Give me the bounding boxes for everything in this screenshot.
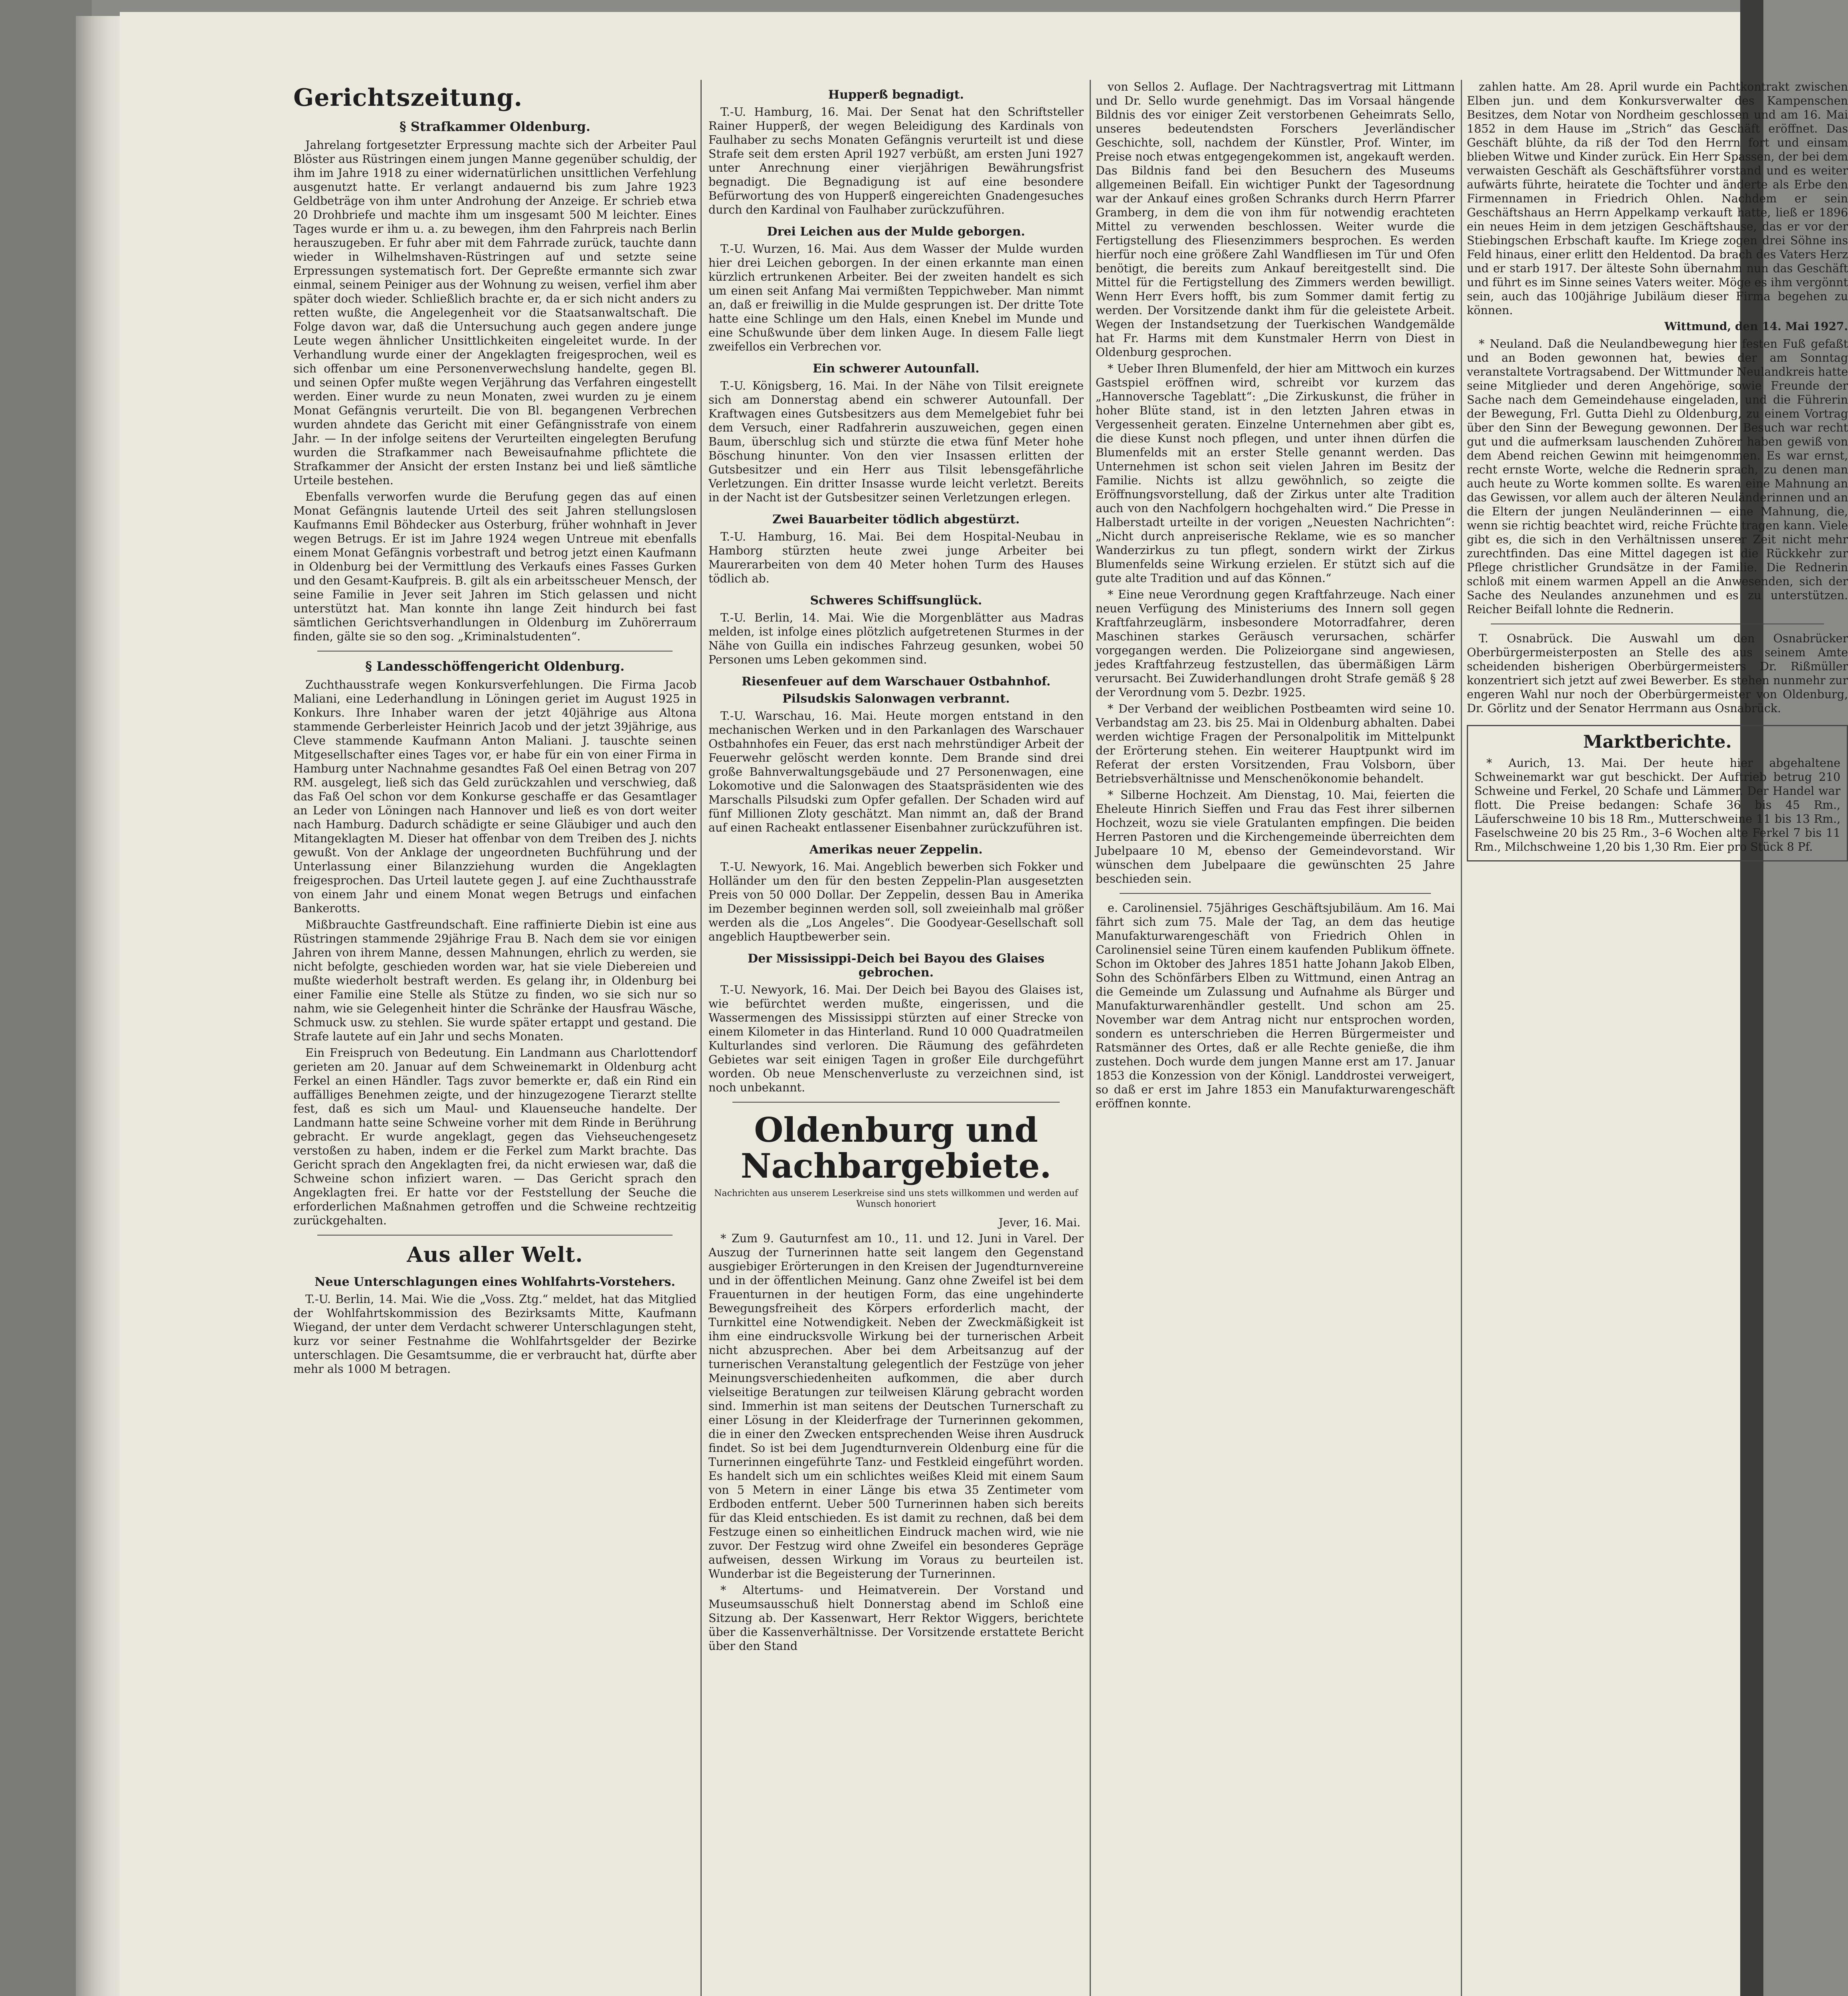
article-signature: Wittmund, den 14. Mai 1927. [1664, 320, 1848, 333]
article-headline: Drei Leichen aus der Mulde geborgen. [767, 225, 1025, 239]
divider [732, 1102, 1060, 1103]
column-rule [700, 80, 702, 1996]
divider [317, 1235, 673, 1236]
article-paragraph: Zuchthausstrafe wegen Konkursverfehlungen. Die Firma Jacob Maliani, eine Lederhandlung in Löningen geriet im August 1925 in Konkurs. Ihre Inhaber waren der jetzt 40jährige aus Altona stammende Gerberleister Heinrich Jacob und der jetzt 39jährige, aus Cleve stammende Kaufmann Anton Maliani. J. tauschte seinen Mitgesellschafter eines Tages vor, er habe für ein von einer Firma in Hamburg unter Nachnahme gesandtes Faß Oel einen Betrag von 207 RM. ausgelegt, ließ sich das Geld zurückzahlen und verschwieg, daß das Faß Oel schon vor dem Konkurse geschaffe er das Gesamtlager an Leder von Löningen nach Hannover und ließ es von dort weiter nach Hamburg. Dadurch schädigte er seine Gläubiger und auch den Mitangeklagten M. Dieser hat offenbar von dem Treiben des J. nichts gewußt. Von der Anklage der ungeordneten Buchführung und der Unterlassung einer Bilanzziehung wurden die Angeklagten freigesprochen. Das Urteil lautete gegen J. auf eine Zuchthausstrafe von einem Jahr und einem Monat wegen Betrugs und einfachen Bankerotts. [293, 678, 696, 915]
market-report-title: Marktberichte. [1583, 732, 1732, 752]
market-report-box [1467, 725, 1848, 861]
article-paragraph: Ein Freispruch von Bedeutung. Ein Landmann aus Charlottendorf gerieten am 20. Januar auf dem Schweinemarkt in Oldenburg acht Ferkel an einen Händler. Tags zuvor bemerkte er, daß ein Rind ein auffälliges Benehmen zeigte, und der hinzugezogene Tierarzt stellte fest, daß es sich um Maul- und Klauenseuche handelte. Der Landmann hatte seine Schweine vorher mit dem Rinde in Berührung gebracht. Er wurde angeklagt, gegen das Viehseuchengesetz verstoßen zu haben, indem er die Ferkel zum Markt brachte. Das Gericht sprach den Angeklagten frei, da nicht erwiesen war, daß die Schweine schon infiziert waren. — Das Gericht sprach den Angeklagten frei. Er hatte vor der Feststellung der Seuche die erforderlichen Maßnahmen getroffen und die Schweine rechtzeitig zurückgehalten. [293, 1046, 696, 1227]
page-stack-edge [76, 16, 124, 1996]
column-4 [1467, 80, 1848, 1996]
column-rule [1090, 80, 1091, 1996]
article-paragraph: T.-U. Hamburg, 16. Mai. Bei dem Hospital-Neubau in Hamborg stürzten heute zwei junge Arbeiter bei Maurerarbeiten von dem 40 Meter hohen Turm des Hauses tödlich ab. [708, 530, 1084, 585]
article-paragraph: von Sellos 2. Auflage. Der Nachtragsvertrag mit Littmann und Dr. Sello wurde genehmigt. Das im Vorsaal hängende Bildnis des vor einiger Zeit verstorbenen Geheimrats Sello, unseres bedeutendsten Forschers Jeverländischer Geschichte, soll, nachdem der Künstler, Prof. Winter, im Preise noch etwas entgegengekommen ist, angekauft werden. Das Bildnis fand bei den Besuchern des Museums allgemeinen Beifall. Ein wichtiger Punkt der Tagesordnung war der Ankauf eines großen Schranks durch Herrn Pfarrer Gramberg, in dem die von ihm für notwendig erachteten Mittel zu verwenden beschlossen. Weiter wurde die Fertigstellung des Fliesenzimmers besprochen. Es werden hierfür noch eine größere Zahl Wandfliesen im Tür und Ofen benötigt, die bereits zum Ankauf bereitgestellt sind. Die Mittel für die Fertigstellung des Zimmers werden bewilligt. Wenn Herr Evers hofft, bis zum Sommer damit fertig zu werden. Der Vorsitzende dankt ihm für die geleistete Arbeit. Wegen der Instandsetzung der Tuerkischen Wandgemälde hat Fr. Harms mit dem Kunstmaler Herrn von Diest in Oldenburg gesprochen. [1096, 80, 1455, 359]
article-paragraph: T.-U. Newyork, 16. Mai. Angeblich bewerben sich Fokker und Holländer um den für den besten Zeppelin-Plan ausgesetzten Preis von 50 000 Dollar. Der Zeppelin, dessen Bau in Amerika im Dezember beginnen werden soll, soll zweieinhalb mal größer werden als die „Los Angeles“. Die Goodyear-Gesellschaft soll angeblich Hauptbewerber sein. [708, 860, 1084, 943]
article-paragraph: T.-U. Wurzen, 16. Mai. Aus dem Wasser der Mulde wurden hier drei Leichen geborgen. In der einen erkannte man einen kürzlich ertrunkenen Arbeiter. Bei der zweiten handelt es sich um einen seit Anfang Mai vermißten Teppichweber. Man nimmt an, daß er freiwillig in die Mulde gesprungen ist. Der dritte Tote hatte eine Schlinge um den Hals, einen Knebel im Munde und eine Schußwunde über dem linken Auge. In diesem Falle liegt zweifellos ein Verbrechen vor. [708, 242, 1084, 353]
article-paragraph: Mißbrauchte Gastfreundschaft. Eine raffinierte Diebin ist eine aus Rüstringen stammende 29jährige Frau B. Nach dem sie vor einigen Jahren von ihrem Manne, dessen Mahnungen, ehrlich zu werden, sie nicht befolgte, geschieden worden war, hat sie viele Diebereien und mußte wiederholt bestraft werden. Es gelang ihr, in Oldenburg bei einer Familie eine Stelle als Stütze zu finden, wo sie sich nur so nahm, wie sie Gelegenheit hinter die Schränke der Hausfrau Wäsche, Schmuck usw. zu stehlen. Sie wurde später ertappt und gestand. Die Strafe lautete auf ein Jahr und sechs Monaten. [293, 918, 696, 1043]
column-3 [1096, 80, 1455, 1996]
article-headline: Zwei Bauarbeiter tödlich abgestürzt. [772, 513, 1020, 527]
article-paragraph: e. Carolinensiel. 75jähriges Geschäftsjubiläum. Am 16. Mai fährt sich zum 75. Male der Tag, an dem das heutige Manufakturwarengeschäft von Friedrich Ohlen in Carolinensiel seine Türen einem kaufenden Publikum öffnete. Schon im Oktober des Jahres 1851 hatte Johann Jakob Elben, Sohn des Schönfärbers Elben zu Wittmund, einen Antrag an die Gemeinde um Zulassung und Aufnahme als Bürger und Manufakturwarenhändler gestellt. Und schon am 25. November war dem Antrag nicht nur entsprochen worden, sondern es unterschrieben die Herren Bürgermeister und Ratsmänner des Ortes, daß er alle Rechte genieße, die ihm zustehen. Doch wurde dem jungen Manne erst am 17. Januar 1853 die Konzession von der Königl. Landdrostei verweigert, so daß er erst im Jahre 1853 ein Manufakturwarengeschäft eröffnen konnte. [1096, 901, 1455, 1110]
article-headline: Riesenfeuer auf dem Warschauer Ostbahnhof. [741, 675, 1051, 689]
article-paragraph: T.-U. Warschau, 16. Mai. Heute morgen entstand in den mechanischen Werken und in den Parkanlagen des Warschauer Ostbahnhofes ein Feuer, das erst nach mehrstündiger Arbeit der Feuerwehr gelöscht werden konnte. Dem Brande sind drei große Bahnverwaltungsgebäude und 27 Personenwagen, eine Lokomotive und die Salonwagen des Staatspräsidenten wie des Marschalls Pilsudski zum Opfer gefallen. Der Schaden wird auf fünf Millionen Zloty geschätzt. Man nimmt an, daß der Brand auf einen Racheakt entlassener Eisenbahner zurückzuführen ist. [708, 709, 1084, 834]
article-paragraph: * Altertums- und Heimatverein. Der Vorstand und Museumsausschuß hielt Donnerstag abend im Schloß eine Sitzung ab. Der Kassenwart, Herr Rektor Wiggers, berichtete über die Kassenverhältnisse. Der Vorsitzende erstattete Bericht über den Stand [708, 1584, 1084, 1653]
article-paragraph: * Eine neue Verordnung gegen Kraftfahrzeuge. Nach einer neuen Verfügung des Ministeriums des Innern soll gegen Kraftfahrzeuglärm, insbesondere Motorradfahrer, deren Maschinen starkes Geräusch verursachen, schärfer vorgegangen werden. Die Polizeiorgane sind angewiesen, jedes Kraftfahrzeug festzustellen, das übermäßigen Lärm verursacht. Bei Zuwiderhandlungen droht Strafe gemäß § 28 der Verordnung vom 5. Dezbr. 1925. [1096, 588, 1455, 699]
article-paragraph: * Silberne Hochzeit. Am Dienstag, 10. Mai, feierten die Eheleute Hinrich Sieffen und Frau das Fest ihrer silbernen Hochzeit, wozu sie viele Gratulanten empfingen. Die beiden Herren Pastoren und die Kirchengemeinde überreichten dem Jubelpaare 10 M, ebenso der Gemeindevorstand. Wir wünschen dem Jubelpaare die gewünschten 25 Jahre beschieden sein. [1096, 788, 1455, 885]
article-paragraph: * Ueber Ihren Blumenfeld, der hier am Mittwoch ein kurzes Gastspiel eröffnen wird, schreibt vor kurzem das „Hannoversche Tageblatt“: „Die Zirkuskunst, die früher in hoher Blüte stand, ist in den letzten Jahren etwas in Vergessenheit geraten. Einzelne Unternehmen aber gibt es, die diese Kunst noch pflegen, und unter ihnen dürfen die Blumenfelds mit an erster Stelle genannt werden. Das Unternehmen ist schon seit vielen Jahren im Besitz der Familie. Nichts ist allzu gewöhnlich, so zeigte die Eröffnungsvorstellung, daß der Zirkus unter alte Tradition auch von den Nachfolgern hochgehalten wird.“ Die Presse in Halberstadt urteilte in der vorigen „Neuesten Nachrichten“: „Nicht durch anpreiserische Reklame, wie es so mancher Wanderzirkus zu tun pflegt, sondern wirkt der Zirkus Blumenfelds seine Wirkung erzielen. Er stützt sich auf die gute alte Tradition und auf das Können.“ [1096, 362, 1455, 585]
article-paragraph: T. Osnabrück. Die Auswahl um den Osnabrücker Oberbürgermeisterposten an Stelle des aus seinem Amte scheidenden bisherigen Oberbürgermeisters Dr. Rißmüller konzentriert sich jetzt auf zwei Bewerber. Es stehen nunmehr zur engeren Wahl nur noch der Oberbürgermeister von Oldenburg, Dr. Görlitz und der Senator Herrmann aus Osnabrück. [1467, 632, 1848, 715]
article-headline: Amerikas neuer Zeppelin. [809, 843, 983, 857]
article-paragraph: T.-U. Hamburg, 16. Mai. Der Senat hat den Schriftsteller Rainer Hupperß, der wegen Beleidigung des Kardinals von Faulhaber zu sechs Monaten Gefängnis verurteilt ist und diese Strafe seit dem ersten April 1927 verbüßt, am ersten Juni 1927 unter Anrechnung einer vierjährigen Bewährungsfrist begnadigt. Die Begnadigung ist auf eine besondere Befürwortung des von Hupperß eingereichten Gnadengesuches durch den Kardinal von Faulhaber zurückzuführen. [708, 105, 1084, 216]
column-1 [293, 80, 696, 1996]
article-headline: Schweres Schiffsunglück. [810, 594, 982, 608]
section-title-aus-aller-welt: Aus aller Welt. [407, 1243, 583, 1267]
article-paragraph: * Neuland. Daß die Neulandbewegung hier festen Fuß gefaßt und an Boden gewonnen hat, bewies der am Sonntag veranstaltete Vortragsabend. Der Wittmunder Neulandkreis hatte seine Mitglieder und deren Angehörige, sowie Freunde der Sache nach dem Gemeindehause eingeladen, und die Führerin der Bewegung, Frl. Gutta Diehl zu Oldenburg, zu einem Vortrag über den Sinn der Bewegung gewonnen. Der Besuch war recht gut und die aufmerksam lauschenden Zuhörer haben gewiß von dem Abend reichen Gewinn mit heimgenommen. Es war ernst, recht ernste Worte, welche die Rednerin sprach, zu denen man auch heute zu Worte kommen sollte. Es waren eine Mahnung an das Gewissen, vor allem auch der älteren Neuländerinnen und an die Eltern der jungen Neuländerinnen — eine Mahnung, die, wenn sie richtig beachtet wird, reiche Früchte tragen kann. Viele gibt es, die sich in den Verhältnissen unserer Zeit nicht mehr zurechtfinden. Das eine Mittel dagegen ist die Rückkehr zur Pflege christlicher Grundsätze in der Familie. Die Rednerin schloß mit einem warmen Appell an die Anwesenden, sich der Sache des Neulandes anzunehmen und es zu unterstützen. Reicher Beifall lohnte die Rednerin. [1467, 337, 1848, 616]
section-title-gerichtszeitung: Gerichtszeitung. [293, 84, 523, 112]
divider [1120, 893, 1431, 894]
article-subheadline: Pilsudskis Salonwagen verbrannt. [782, 692, 1010, 706]
article-paragraph: * Zum 9. Gauturnfest am 10., 11. und 12. Juni in Varel. Der Auszug der Turnerinnen hatte seit langem den Gegenstand ausgiebiger Erörterungen in den Kreisen der Jugendturnvereine und in der öffentlichen Meinung. Ganz ohne Zweifel ist bei dem Frauenturnen in der heutigen Form, das eine ungehinderte Bewegungsfreiheit des Körpers erforderlich macht, der Turnkittel eine Notwendigkeit. Neben der Zweckmäßigkeit ist ihm eine eindrucksvolle Wirkung bei der turnerischen Arbeit nicht abzusprechen. Aber bei dem Arbeitsanzug auf der turnerischen Veranstaltung gelegentlich der Festzüge von jeher Meinungsverschiedenheiten aufkommen, die aber durch vielseitige Beratungen zur teilweisen Klärung gebracht worden sind. Immerhin ist man seitens der Deutschen Turnerschaft zu einer Lösung in der Kleiderfrage der Turnerinnen gekommen, die in einer den Zwecken entsprechenden Weise ihren Ausdruck findet. So ist bei dem Jugendturnverein Oldenburg eine für die Turnerinnen eingeführte Tanz- und Festkleid eingeführt worden. Es handelt sich um ein schlichtes weißes Kleid mit einem Saum von 5 Metern in einer Länge bis etwa 35 Zentimeter vom Erdboden entfernt. Ueber 500 Turnerinnen haben sich bereits für das Kleid entschieden. Es ist damit zu rechnen, daß bei dem Festzuge einen so einheitlichen Eindruck machen wird, wie nie zuvor. Der Festzug wird ohne Zweifel ein besonderes Gepräge aufweisen, dessen Wirkung im Voraus zu beurteilen ist. Wunderbar ist die Begeisterung der Turnerinnen. [708, 1232, 1084, 1580]
newspaper-page [120, 12, 1848, 1996]
article-headline: Ein schwerer Autounfall. [813, 362, 979, 376]
article-paragraph: zahlen hatte. Am 28. April wurde ein Pachtkontrakt zwischen Elben jun. und dem Konkursverwalter des Kampenschen Besitzes, dem Notar von Nordheim geschlossen und am 16. Mai 1852 in dem Hause im „Strich“ das Geschäft eröffnet. Das Geschäft blühte, da riß der Tod den Herrn fort und einsam blieben Witwe und Kinder zurück. Ein Herr Spassen, der bei dem verwaisten Geschäft als Geschäftsführer vorstand und es weiter aufwärts führte, heiratete die Tochter und änderte als Erbe den Firmennamen in Friedrich Ohlen. Nachdem er sein Geschäftshaus an Herrn Appelkamp verkauft hatte, ließ er 1896 ein neues Heim in dem jetzigen Geschäftshause, das er vor der Stiebingschen Erbschaft kaufte. Im Kriege zogen drei Söhne ins Feld hinaus, einer erlitt den Heldentod. Da brach des Vaters Herz und er starb 1917. Der älteste Sohn übernahm nun das Geschäft und führt es im Sinne seines Vaters weiter. Möge es ihm vergönnt sein, auch das 100jährige Jubiläum dieser Firma begehen zu können. [1467, 80, 1848, 317]
column-rule [1461, 80, 1462, 1996]
article-headline: Der Mississippi-Deich bei Bayou des Glaises gebrochen. [748, 952, 1045, 980]
article-headline: Neue Unterschlagungen eines Wohlfahrts-Vorstehers. [315, 1275, 675, 1289]
court-heading: § Strafkammer Oldenburg. [399, 119, 591, 134]
article-paragraph: T.-U. Newyork, 16. Mai. Der Deich bei Bayou des Glaises ist, wie befürchtet werden mußte, eingerissen, und die Wassermengen des Mississippi stürzten auf einer Strecke von einem Kilometer in das Hinterland. Rund 10 000 Quadratmeilen Kulturlandes sind verloren. Die Räumung des gefährdeten Gebietes war seit einigen Tagen in großer Eile durchgeführt worden. Ob neue Menschenverluste zu verzeichnen sind, ist noch unbekannt. [708, 983, 1084, 1094]
article-paragraph: Jahrelang fortgesetzter Erpressung machte sich der Arbeiter Paul Blöster aus Rüstringen einem jungen Manne gegenüber schuldig, der ihm im Jahre 1918 zu einer widernatürlichen unsittlichen Verfehlung ausgenutzt hatte. Er verlangt andauernd bis zum Jahre 1923 Geldbeträge von ihm unter Androhung der Anzeige. Er schrieb etwa 20 Drohbriefe und machte ihm um insgesamt 500 M leichter. Eines Tages wurde er ihm u. a. zu bewegen, ihm den Fahrpreis nach Berlin herauszugeben. Er fuhr aber mit dem Fahrrade zurück, tauchte dann wieder in Wilhelmshaven-Rüstringen auf und setzte seine Erpressungen systematisch fort. Der Gepreßte ermannte sich zwar einmal, seinem Peiniger aus der Wohnung zu weisen, verfiel ihm aber später doch wieder. Schließlich brachte er, da er sich nicht anders zu retten wußte, die Angelegenheit vor die Staatsanwaltschaft. Die Folge davon war, daß die Untersuchung auch gegen andere junge Leute wegen ähnlicher Unsittlichkeiten eingeleitet wurde. In der Verhandlung wurde einer der Angeklagten freigesprochen, weil es sich offenbar um eine Personenverwechslung handelte, gegen Bl. und seinen Opfer mußte wegen Verjährung das Verfahren eingestellt werden. Einer wurde zu neun Monaten, zwei wurden zu je einem Monat Gefängnis verurteilt. Die von Bl. begangenen Verbrechen wurden ahndete das Gericht mit einer Gefängnisstrafe von einem Jahr. — In der infolge seitens der Verurteilten eingelegten Berufung wurden die Strafkammer nach Beweisaufnahme pflichtete die Strafkammer der Ansicht der ersten Instanz bei und ließ sämtliche Urteile bestehen. [293, 139, 696, 487]
dateline: Jever, 16. Mai. [999, 1216, 1080, 1229]
reader-note: Nachrichten aus unserem Leserkreise sind uns stets willkommen und werden auf Wunsch honoriert [714, 1188, 1078, 1209]
section-title-oldenburg: Oldenburg und Nachbargebiete. [740, 1110, 1052, 1186]
court-heading: § Landesschöffengericht Oldenburg. [365, 659, 625, 674]
article-paragraph: * Der Verband der weiblichen Postbeamten wird seine 10. Verbandstag am 23. bis 25. Mai in Oldenburg abhalten. Dabei werden wichtige Fragen der Personalpolitik im Mittelpunkt der Erörterung stehen. Ein weiterer Hauptpunkt wird im Referat der ersten Vorsitzenden, Frau Volsborn, über Betriebsverhältnisse und Menschenökonomie behandelt. [1096, 702, 1455, 785]
article-paragraph: Ebenfalls verworfen wurde die Berufung gegen das auf einen Monat Gefängnis lautende Urteil des seit Jahren stellungslosen Kaufmanns Emil Böhdecker aus Osterburg, früher wohnhaft in Jever wegen Betrugs. Er ist im Jahre 1924 wegen Untreue mit ebenfalls einem Monat Gefängnis vorbestraft und betrog jetzt einen Kaufmann in Oldenburg bei der Vermittlung des Verkaufs eines Fasses Gurken und den Gesamt-Kaufpreis. B. gilt als ein arbeitsscheuer Mensch, der seine Familie in Jever seit Jahren im Stich gelassen und nicht unterstützt hat. Man konnte ihn lange Zeit hindurch bei fast sämtlichen Gerichtsverhandlungen in Oldenburg im Zuhörerraum finden, gälte sie so den sog. „Kriminalstudenten“. [293, 490, 696, 643]
article-paragraph: T.-U. Königsberg, 16. Mai. In der Nähe von Tilsit ereignete sich am Donnerstag abend ein schwerer Autounfall. Der Kraftwagen eines Gutsbesitzers aus dem Memelgebiet fuhr bei dem Versuch, einer Radfahrerin auszuweichen, gegen einen Baum, überschlug sich und stürzte die etwa fünf Meter hohe Böschung hinunter. Von den vier Insassen erlitten der Gutsbesitzer und ein Herr aus Tilsit lebensgefährliche Verletzungen. Ein dritter Insasse wurde leicht verletzt. Bereits in der Nacht ist der Gutsbesitzer seinen Verletzungen erlegen. [708, 379, 1084, 504]
article-headline: Hupperß begnadigt. [828, 88, 964, 102]
market-report-text: * Aurich, 13. Mai. Der heute hier abgehaltene Schweinemarkt war gut beschickt. Der Auftrieb betrug 210 Schweine und Ferkel, 20 Schafe und Lämmer. Der Handel war flott. Die Preise bedangen: Schafe 36 bis 45 Rm., Läuferschweine 10 bis 18 Rm., Mutterschweine 11 bis 13 Rm., Faselschweine 20 bis 25 Rm., 3–6 Wochen alte Ferkel 7 bis 11 Rm., Milchschweine 1,20 bis 1,30 Rm. Eier pro Stück 8 Pf. [1474, 756, 1840, 853]
article-paragraph: T.-U. Berlin, 14. Mai. Wie die „Voss. Ztg.“ meldet, hat das Mitglied der Wohlfahrtskommission des Bezirksamts Mitte, Kaufmann Wiegand, der unter dem Verdacht schwerer Unterschlagungen steht, kurz vor seiner Festnahme die Wohlfahrtsgelder der Bezirke unterschlagen. Die Gesamtsumme, die er verbraucht hat, dürfte aber mehr als 1000 M betragen. [293, 1293, 696, 1376]
column-2 [708, 80, 1084, 1996]
article-paragraph: T.-U. Berlin, 14. Mai. Wie die Morgenblätter aus Madras melden, ist infolge eines plötzlich aufgetretenen Sturmes in der Nähe von Guilla ein indisches Fahrzeug gesunken, wobei 50 Personen ums Leben gekommen sind. [708, 611, 1084, 666]
